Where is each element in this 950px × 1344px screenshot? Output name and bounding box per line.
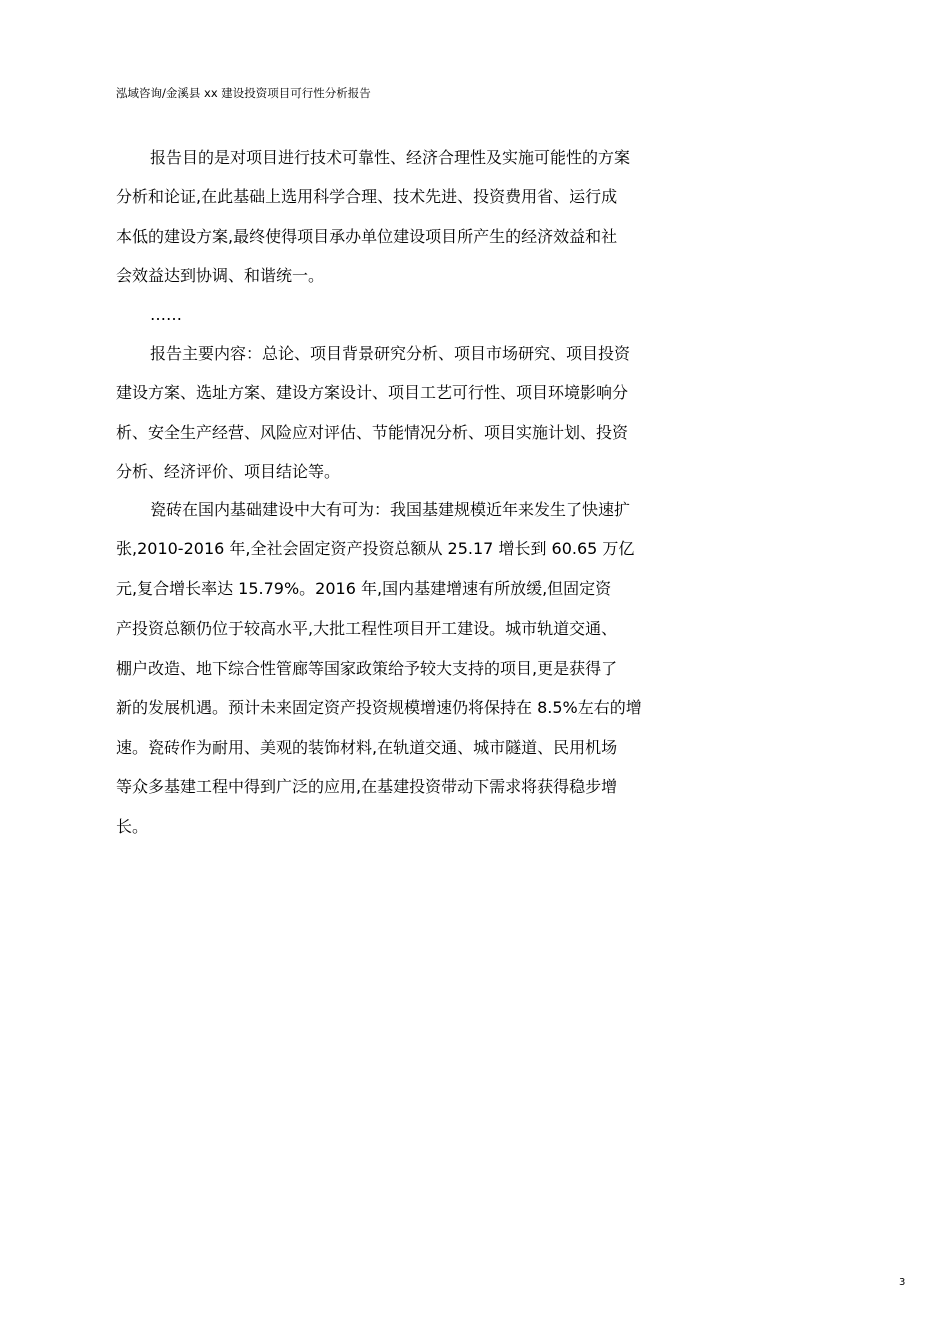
paragraph-line: 析、安全生产经营、风险应对评估、节能情况分析、项目实施计划、投资: [116, 423, 629, 442]
running-header: 泓域咨询/金溪县 xx 建设投资项目可行性分析报告: [116, 86, 371, 100]
paragraph-line: ……: [150, 305, 182, 324]
paragraph-line: 棚户改造、地下综合性管廊等国家政策给予较大支持的项目,更是获得了: [116, 659, 618, 678]
paragraph-line: 新的发展机遇。预计未来固定资产投资规模增速仍将保持在 8.5%左右的增: [116, 698, 642, 717]
paragraph-line: 元,复合增长率达 15.79%。2016 年,国内基建增速有所放缓,但固定资: [116, 579, 612, 598]
paragraph-line: 建设方案、选址方案、建设方案设计、项目工艺可行性、项目环境影响分: [116, 383, 629, 402]
paragraph-line: 分析、经济评价、项目结论等。: [116, 462, 341, 481]
paragraph-line: 瓷砖在国内基础建设中大有可为：我国基建规模近年来发生了快速扩: [150, 500, 631, 519]
paragraph-line: 长。: [116, 817, 149, 836]
paragraph-line: 速。瓷砖作为耐用、美观的装饰材料,在轨道交通、城市隧道、民用机场: [116, 738, 618, 757]
paragraph-line: 本低的建设方案,最终使得项目承办单位建设项目所产生的经济效益和社: [116, 227, 618, 246]
paragraph-line: 报告目的是对项目进行技术可靠性、经济合理性及实施可能性的方案: [150, 148, 631, 167]
paragraph-line: 张,2010-2016 年,全社会固定资产投资总额从 25.17 增长到 60.65 万亿: [116, 539, 635, 558]
paragraph-line: 会效益达到协调、和谐统一。: [116, 266, 325, 285]
paragraph-line: 分析和论证,在此基础上选用科学合理、技术先进、投资费用省、运行成: [116, 187, 618, 206]
paragraph-line: 等众多基建工程中得到广泛的应用,在基建投资带动下需求将获得稳步增: [116, 777, 618, 796]
page-number: 3: [899, 1277, 906, 1288]
paragraph-line: 报告主要内容：总论、项目背景研究分析、项目市场研究、项目投资: [150, 344, 631, 363]
paragraph-line: 产投资总额仍位于较高水平,大批工程性项目开工建设。城市轨道交通、: [116, 619, 618, 638]
